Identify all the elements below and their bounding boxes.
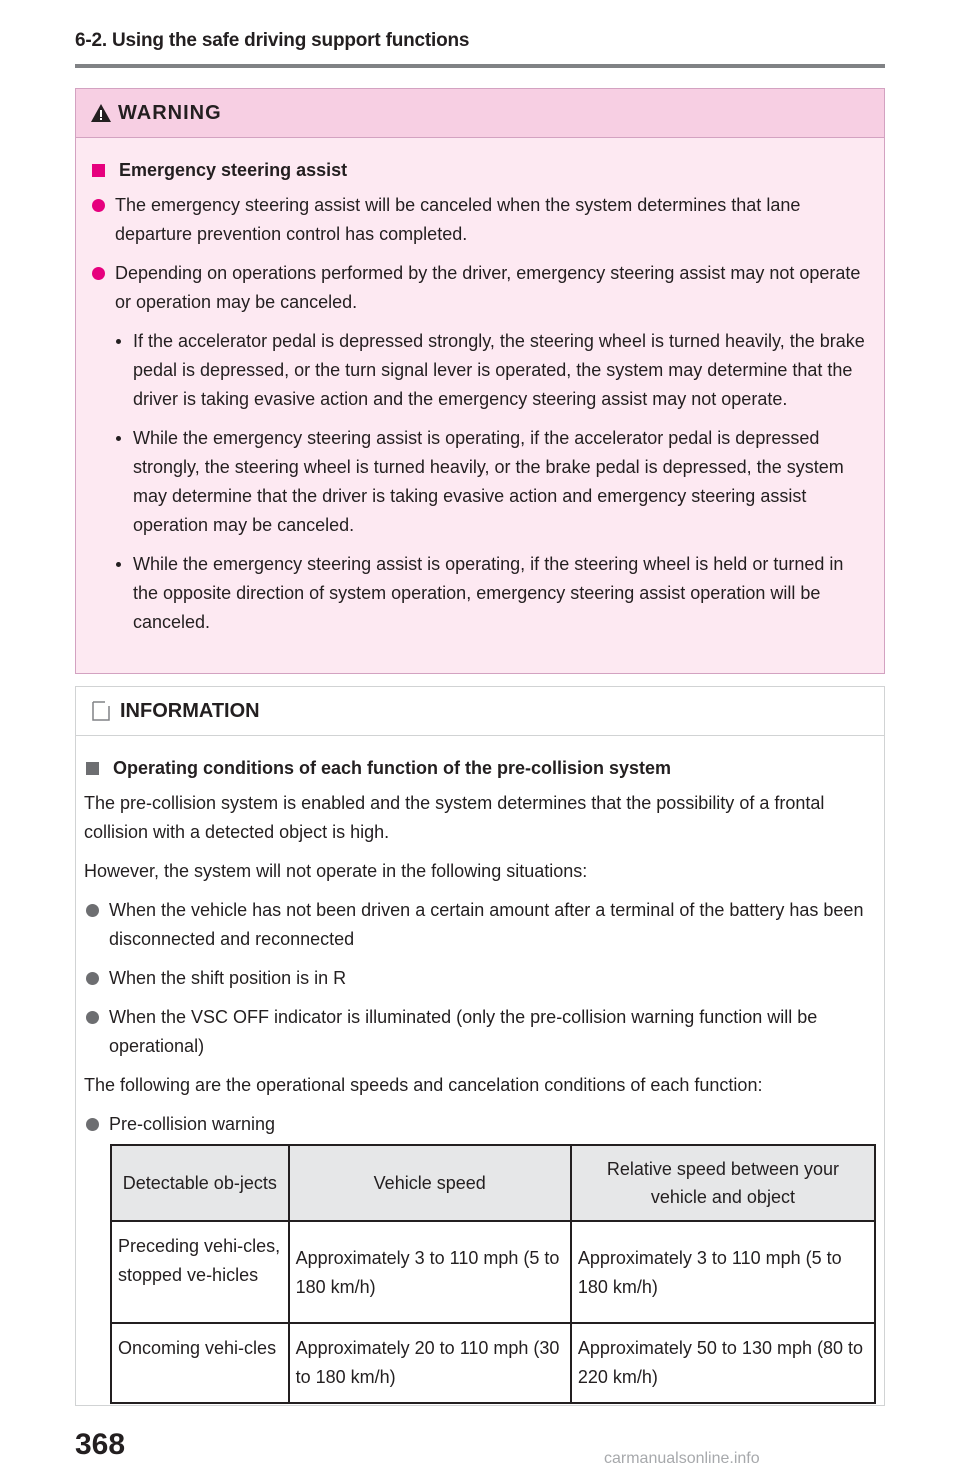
table-cell: Preceding vehi-cles, stopped ve-hicles — [111, 1221, 289, 1323]
list-item: The emergency steering assist will be canceled when the system determines that lane departure prevention control has completed. — [90, 191, 866, 249]
function-label: Pre-collision warning — [109, 1114, 276, 1134]
round-bullet-icon — [86, 972, 99, 985]
section-header: 6-2. Using the safe driving support functions — [75, 30, 470, 51]
square-bullet-icon — [92, 164, 105, 177]
small-bullet-icon — [116, 562, 121, 567]
table-cell: Approximately 50 to 130 mph (80 to 220 km/h) — [571, 1323, 875, 1403]
column-header: Detectable ob-jects — [111, 1145, 289, 1221]
table-header-row — [111, 1145, 875, 1221]
list-item — [84, 1110, 866, 1139]
page-number: 368 — [75, 1428, 126, 1461]
round-bullet-icon — [86, 904, 99, 917]
round-bullet-icon — [92, 267, 105, 280]
paragraph: The following are the operational speeds and cancelation conditions of each function: — [84, 1075, 763, 1095]
warning-triangle-icon — [90, 103, 112, 123]
speed-table — [110, 1144, 876, 1404]
table-cell: Approximately 20 to 110 mph (30 to 180 km/h) — [289, 1323, 571, 1403]
information-header — [76, 687, 884, 736]
information-box — [75, 686, 885, 1406]
paragraph: The pre-collision system is enabled and the system determines that the possibility of a frontal collision with a detected object is high. — [84, 793, 825, 842]
watermark: carmanualsonline.info — [604, 1450, 760, 1467]
sub-list-item: While the emergency steering assist is operating, if the accelerator pedal is depressed strongly, the steering wheel is turned heavily, or the brake pedal is depressed, the system may determine that the driver is taking evasive action and emergency steering assist operation may be canceled. — [116, 424, 866, 540]
table-cell: Approximately 3 to 110 mph (5 to 180 km/h) — [571, 1221, 875, 1323]
column-header: Vehicle speed — [289, 1145, 571, 1221]
paragraph: However, the system will not operate in the following situations: — [84, 861, 588, 881]
square-bullet-icon — [86, 762, 99, 775]
list-item: When the vehicle has not been driven a certain amount after a terminal of the battery has been disconnected and reconnected — [84, 896, 866, 954]
warning-header — [76, 89, 884, 138]
list-item: When the VSC OFF indicator is illuminated (only the pre-collision warning function will be operational) — [84, 1003, 866, 1061]
round-bullet-icon — [92, 199, 105, 212]
information-note-icon — [90, 699, 112, 723]
small-bullet-icon — [116, 339, 121, 344]
round-bullet-icon — [86, 1118, 99, 1131]
warning-box — [75, 88, 885, 674]
table-row — [111, 1323, 875, 1403]
warning-heading: Emergency steering assist — [119, 160, 348, 180]
table-cell: Oncoming vehi-cles — [111, 1323, 289, 1403]
list-item: When the shift position is in R — [84, 964, 866, 993]
warning-title: WARNING — [118, 101, 222, 124]
column-header: Relative speed between your vehicle and object — [571, 1145, 875, 1221]
table-cell: Approximately 3 to 110 mph (5 to 180 km/h) — [289, 1221, 571, 1323]
header-rule — [75, 64, 885, 68]
sub-list-item: While the emergency steering assist is operating, if the steering wheel is held or turned in the opposite direction of system operation, emergency steering assist operation will be canceled. — [116, 550, 866, 637]
list-item: Depending on operations performed by the driver, emergency steering assist may not operate or operation may be canceled. — [90, 259, 866, 317]
table-row — [111, 1221, 875, 1323]
information-title: INFORMATION — [120, 699, 260, 722]
information-heading: Operating conditions of each function of the pre-collision system — [113, 758, 672, 778]
round-bullet-icon — [86, 1011, 99, 1024]
small-bullet-icon — [116, 436, 121, 441]
sub-list-item: If the accelerator pedal is depressed strongly, the steering wheel is turned heavily, the brake pedal is depressed, or the turn signal lever is operated, the system may determine that the driver is taking evasive action and the emergency steering assist may not operate. — [116, 327, 866, 414]
